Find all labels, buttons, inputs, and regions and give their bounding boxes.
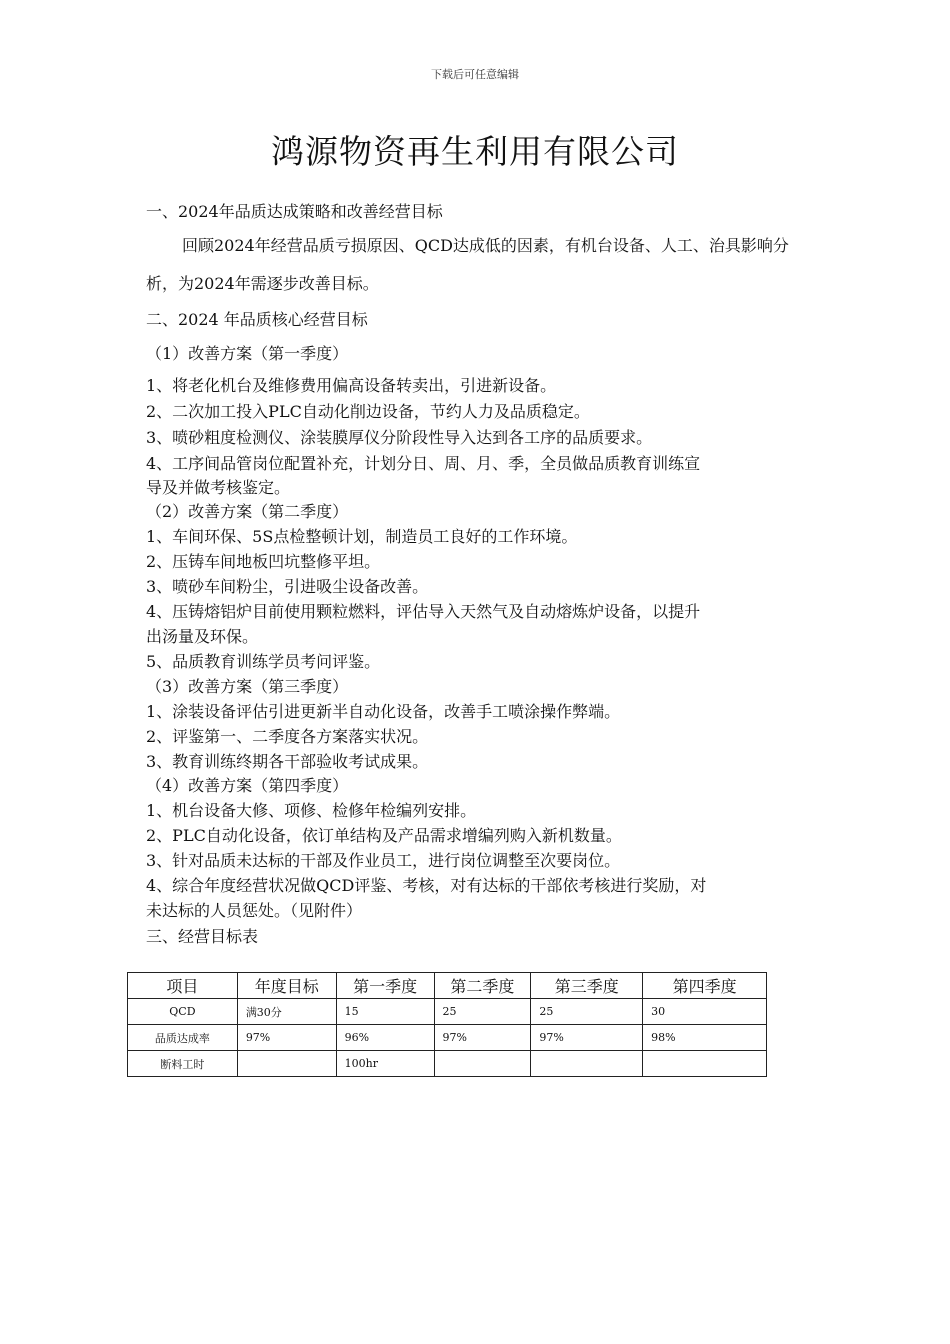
table-cell: 15 [336,999,434,1025]
list-item: 4、压铸熔铝炉目前使用颗粒燃料，评估导入天然气及自动熔炼炉设备，以提升 [146,602,701,621]
section-3-heading: 三、经营目标表 [146,927,259,946]
list-item: 未达标的人员惩处。（见附件） [146,901,363,920]
table-cell: 97% [434,1025,531,1051]
row-label: QCD [128,999,238,1025]
list-item: 2、PLC自动化设备，依订单结构及产品需求增编列购入新机数量。 [146,826,622,845]
list-item: 4、综合年度经营状况做QCD评鉴、考核，对有达标的干部依考核进行奖励，对 [146,876,707,895]
list-item: 1、车间环保、5S点检整顿计划，制造员工良好的工作环境。 [146,527,578,546]
table-cell: 100hr [336,1051,434,1077]
list-item: 2、压铸车间地板凹坑整修平坦。 [146,552,381,571]
section-1-paragraph: 回顾2024年经营品质亏损原因、QCD达成低的因素，有机台设备、人工、治具影响分析，为2024年需逐步改善目标。 [146,236,789,293]
table-cell: 30 [643,999,767,1025]
list-item: 1、涂装设备评估引进更新半自动化设备，改善手工喷涂操作弊端。 [146,702,621,721]
list-item: 1、机台设备大修、项修、检修年检编列安排。 [146,801,477,820]
table-cell: 97% [237,1025,336,1051]
column-header: 第三季度 [531,973,643,999]
list-item: 导及并做考核鉴定。 [146,478,291,497]
list-item: 5、品质教育训练学员考问评鉴。 [146,652,381,671]
q2-heading: （2）改善方案（第二季度） [146,502,349,521]
table-cell: 满30分 [237,999,336,1025]
list-item: 出汤量及环保。 [146,627,259,646]
table-cell [434,1051,531,1077]
table-cell: 25 [531,999,643,1025]
table-cell: 98% [643,1025,767,1051]
q3-heading: （3）改善方案（第三季度） [146,677,349,696]
table-cell [643,1051,767,1077]
list-item: 1、将老化机台及维修费用偏高设备转卖出，引进新设备。 [146,376,557,395]
table-cell: 97% [531,1025,643,1051]
table-cell: 96% [336,1025,434,1051]
q1-heading: （1）改善方案（第一季度） [146,344,349,363]
table-cell [237,1051,336,1077]
section-2-heading: 二、2024 年品质核心经营目标 [146,310,368,329]
goals-table [127,972,767,1077]
table-row [128,999,767,1025]
list-item: 2、二次加工投入PLC自动化削边设备，节约人力及品质稳定。 [146,402,590,421]
column-header: 第一季度 [336,973,434,999]
column-header: 年度目标 [237,973,336,999]
section-1-heading: 一、2024年品质达成策略和改善经营目标 [146,202,443,221]
q4-heading: （4）改善方案（第四季度） [146,776,349,795]
column-header: 第二季度 [434,973,531,999]
header-note: 下载后可任意编辑 [431,68,519,81]
column-header: 项目 [128,973,238,999]
list-item: 3、喷砂粗度检测仪、涂装膜厚仪分阶段性导入达到各工序的品质要求。 [146,428,653,447]
table-header-row [128,973,767,999]
row-label: 品质达成率 [128,1025,238,1051]
table-row [128,1051,767,1077]
list-item: 3、针对品质未达标的干部及作业员工，进行岗位调整至次要岗位。 [146,851,621,870]
list-item: 4、工序间品管岗位配置补充，计划分日、周、月、季，全员做品质教育训练宣 [146,454,701,473]
list-item: 3、喷砂车间粉尘，引进吸尘设备改善。 [146,577,429,596]
list-item: 2、评鉴第一、二季度各方案落实状况。 [146,727,429,746]
row-label: 断料工时 [128,1051,238,1077]
list-item: 3、教育训练终期各干部验收考试成果。 [146,752,429,771]
table-cell [531,1051,643,1077]
table-cell: 25 [434,999,531,1025]
column-header: 第四季度 [643,973,767,999]
page-title: 鸿源物资再生利用有限公司 [271,132,679,171]
table-row [128,1025,767,1051]
